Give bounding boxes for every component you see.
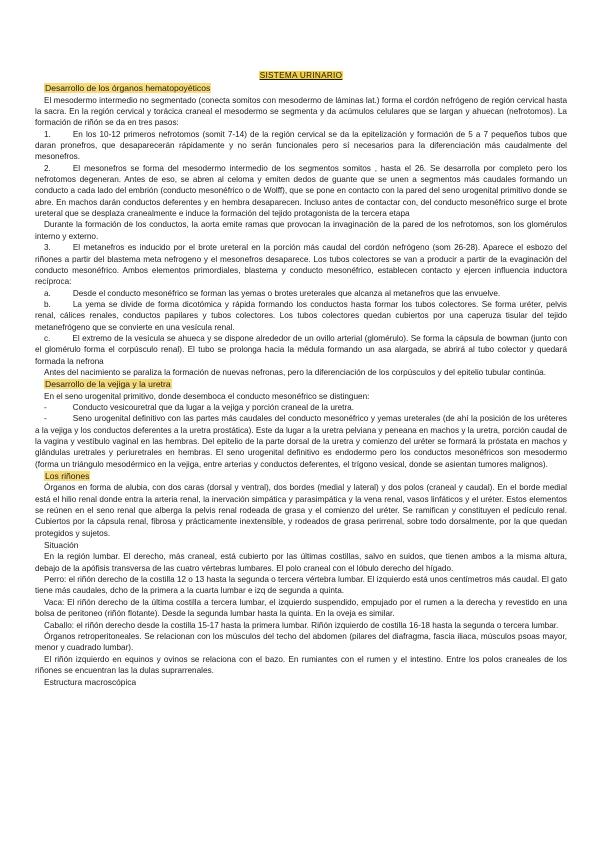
paragraph: El mesodermo intermedio no segmentado (conecta somitos con mesodermo de láminas lat.) forma el cordón nefrógeno de región cervical hasta la sacra. En la región cervical y torácica craneal el mesodermo se segmenta y da acúmulos celulares que se largan y ahuecan (nefrotomos). La formación de riñón se da en tres pasos: (35, 95, 567, 128)
section-heading-vejiga: Desarrollo de la vejiga y la uretra (45, 379, 171, 390)
paragraph: El riñón izquierdo en equinos y ovinos se relaciona con el bazo. En rumiantes con el rumen y el intestino. Entre los polos craneales de los riñones se encuentran las la dulas suprarrenales. (35, 654, 567, 675)
section-heading-hematopoyeticos: Desarrollo de los órganos hematopoyéticos (45, 83, 211, 94)
paragraph: Perro: el riñón derecho de la costilla 12 o 13 hasta la segunda o tercera vértebra lumbar. El izquierdo está unos centímetros más caudal. El gato tiene más caudales, dcho de la primera a la cuarta lumbar e izq de segunda a quinta. (35, 575, 567, 596)
document-title: SISTEMA URINARIO (259, 71, 343, 80)
paragraph: Vaca: El riñón derecho de la última costilla a tercera lumbar, el izquierdo suspendido, empujado por el rumen a la derecha y revestido en una bolsa de peritoneo (riñón flotante). Desde la segunda lumbar hasta la quinta. En la oveja es similar. (35, 597, 567, 619)
paragraph: Órganos retroperitoneales. Se relacionan con los músculos del techo del abdomen (pilares del diafragma, fascia iliaca, músculos psoas mayor, menor y cuadrado lumbar). (35, 631, 567, 653)
section-heading-rinones: Los riñones (45, 471, 90, 482)
lettered-item-a: a. Desde el conducto mesonéfrico se forman las yemas o brotes ureterales que alcanza al metanefros que las envuelve. (44, 288, 501, 298)
dash-item-1: - Conducto vesicouretral que da lugar a la vejiga y porción craneal de la uretra. (44, 402, 355, 412)
paragraph: Caballo: el riñón derecho desde la costilla 15-17 hasta la primera lumbar. Riñón izquierdo de costilla 16-18 hasta la segunda o tercera lumbar. (44, 620, 559, 630)
numbered-item-3: 3. El metanefros es inducido por el brote ureteral en la porción más caudal del cordón nefrógeno (som 26-28). Aparece el esbozo del riñones a partir del blastema meta nefrogeno y el mesonefros desaparece. Los tubos colectores se van a producir a partir de la evaginación del conducto mesonéfrico. Ambos elementos primordiales, blastema y conducto mesonéfrico, establecen contacto y ejercen influencia inductora recíproca: (35, 243, 567, 287)
lettered-item-b: b. La yema se divide de forma dicotómica y rápida formando los conductos hasta formar los tubos colectores. Se forma uréter, pelvis renal, cálices renales, conductos papilares y tubos colectores. Los tubos colectores quedan cubiertos por una caperuza tisular del tejido metanefrógeno que se convierte en una vesícula renal. (35, 299, 567, 332)
dash-item-2: - Seno urogenital definitivo con las partes más caudales del conducto mesonéfrico y yemas ureterales (de ahí la posición de los uréteres a la vejiga y los conductos deferentes a la uretra prostática). Este da lugar a la uretra pelviana y peneana en machos y la uretra, porción caudal de la vagina y vestíbulo vaginal en las hembras. Del epitelio de la parte dorsal de la uretra y comienzo del uréter se formará la próstata en machos y glándulas uretrales y periuretrales en hembras. El seno urogenital definitivo es endodermo pero los conductos mesonéfricos son mesodermo (forma un triángulo mesodérmico en la vejiga, entre arterias y conductos deferentes, el trígono vesical, donde se asientan tumores malignos). (35, 414, 567, 469)
subheading-situacion: Situación (44, 540, 79, 551)
paragraph: En el seno urogenital primitivo, donde desemboca el conducto mesonéfrico se distinguen: (44, 391, 370, 401)
lettered-item-c: c. El extremo de la vesícula se ahueca y se dispone alrededor de un ovillo arterial (glomérulo). Se forma la cápsula de bowman (junto con el glomérulo forma el corpúsculo renal). El tubo se prolonga hacia la médula formando un asa alargada, se abrirá al tubo colector y quedará formada la nefrona (35, 333, 567, 366)
paragraph: Órganos en forma de alubia, con dos caras (dorsal y ventral), dos bordes (medial y lateral) y dos polos (craneal y caudal). En el borde medial está el hilio renal donde entra la arteria renal, la inervación simpática y parasimpática y la vena renal, vasos linfáticos y el uréter. Estos elementos se reúnen en el seno renal que alberga la pelvis renal rodeada de grasa y el comienzo del uréter. Se ramifican y constituyen el pedículo renal. Cubiertos por la cápsula renal, fibrosa y prácticamente inextensible, y rodeados de grasa perirrenal, sobre todo dorsalmente, por la que quedan protegidos y sujetos. (35, 483, 567, 538)
title-row (35, 70, 567, 81)
numbered-item-1: 1. En los 10-12 primeros nefrotomos (somit 7-14) de la región cervical se da la epitelización y formación de 5 a 7 pequeños tubos que daran pronefros, que desaparecerán rápidamente y no serán funcionales pero sí necesarios para la diferenciación más caudalmente del mesonefros. (35, 129, 567, 162)
numbered-item-2: 2. El mesonefros se forma del mesodermo intermedio de los segmentos somitos , hasta el 26. Se desarrolla por completo pero los nefrotomos degeneran. Antes de eso, se abren al celoma y emiten dedos de guante que se unen a segmentos más caudales formando un conducto a cada lado del embrión (conducto mesonéfrico o de Wolff), que se pone en contacto con la pared del seno urogenital primitivo donde se abre. En machos darán conductos deferentes y en hembra desaparecen. Incluso antes de contactar con, del conducto mesonéfrico surge el brote ureteral que se desplaza cranealmente e induce la formación del tejido protagonista de la tercera etapa (35, 163, 567, 219)
paragraph: Antes del nacimiento se paraliza la formación de nuevas nefronas, pero la diferenciación de los corpúsculos y del epitelio tubular continúa. (44, 367, 547, 377)
subheading-estructura: Estructura macroscópica (44, 677, 137, 688)
paragraph: En la región lumbar. El derecho, más craneal, está cubierto por las últimas costillas, salvo en suidos, que tienen ambos a la misma altura, debajo de la apófisis transversa de las cuatro vértebras lumbares. El polo craneal con el lóbulo derecho del hígado. (35, 552, 567, 573)
paragraph: Durante la formación de los conductos, la aorta emite ramas que provocan la invaginación de la pared de los nefrotomos, son los glomérulos interno y externo. (35, 220, 567, 241)
